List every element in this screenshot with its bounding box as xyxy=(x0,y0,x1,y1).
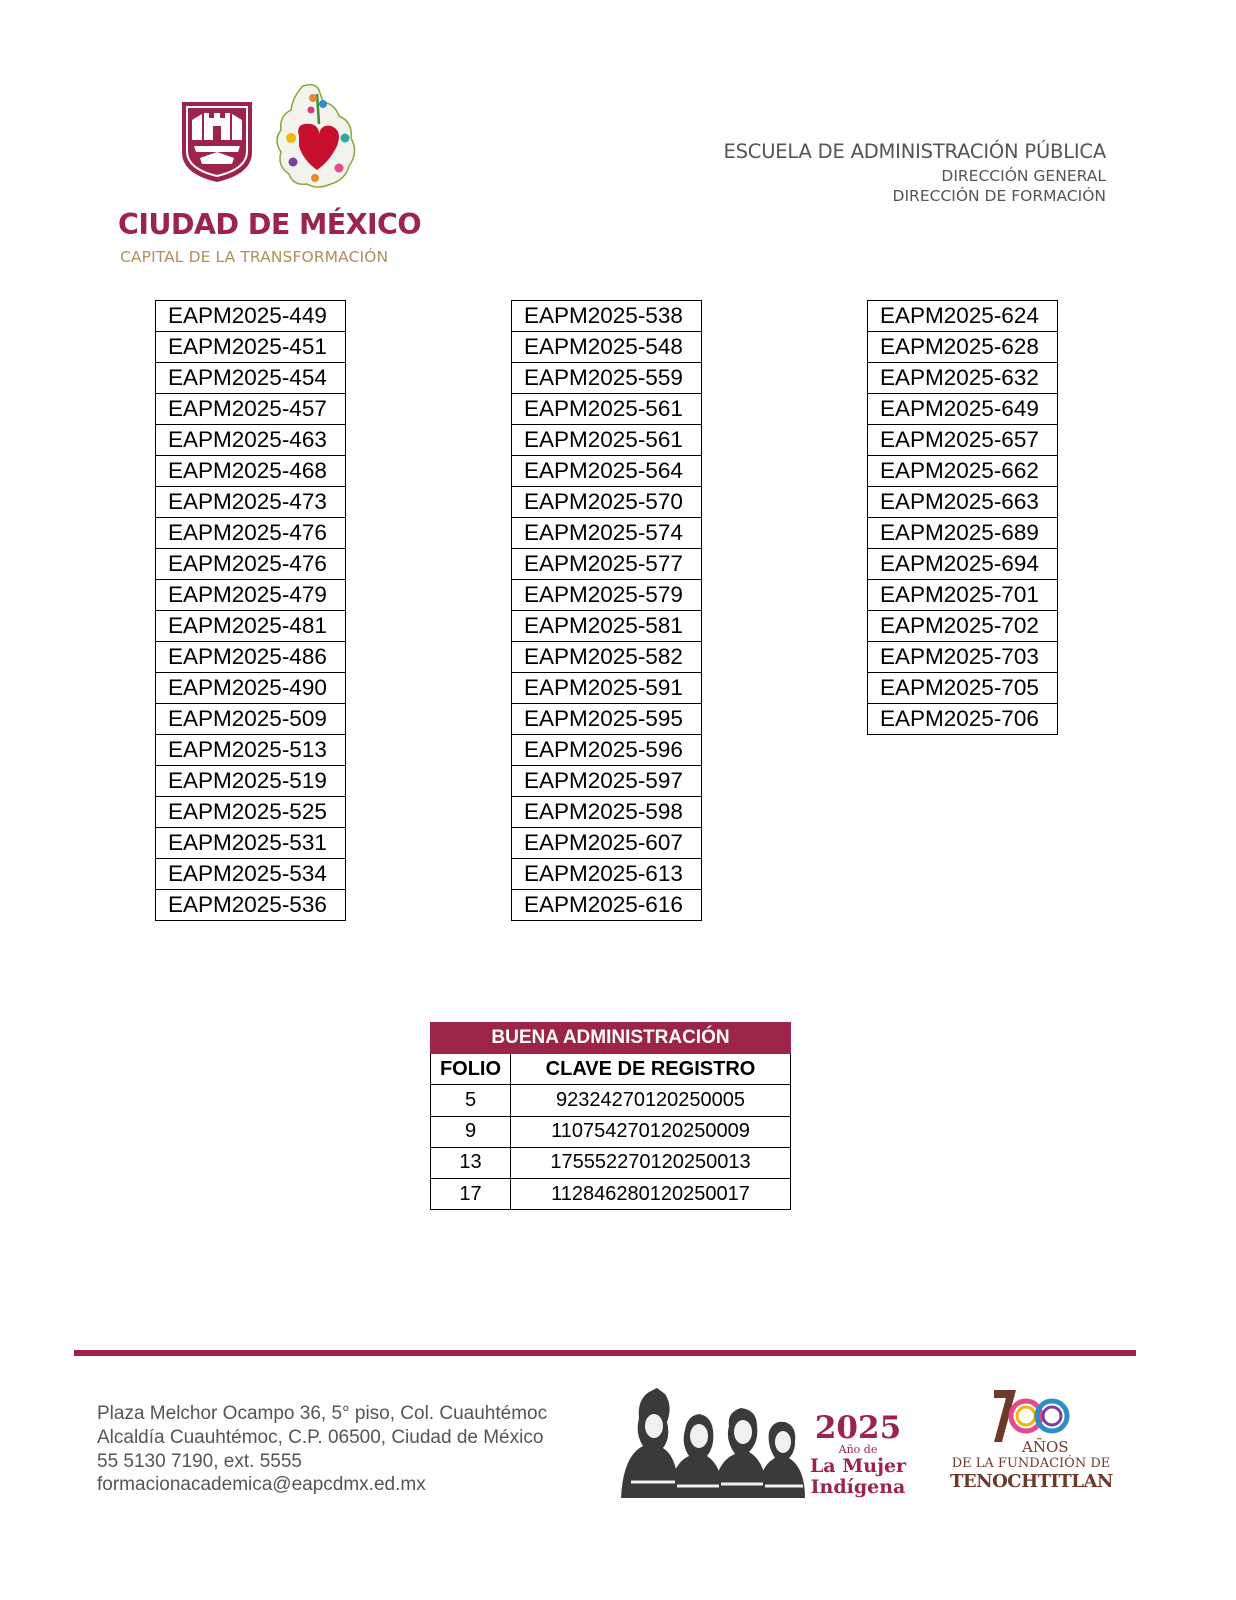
table-row xyxy=(868,704,1058,735)
address-line-1: Plaza Melchor Ocampo 36, 5° piso, Col. Cuauhtémoc xyxy=(97,1403,548,1424)
table-row xyxy=(431,1116,791,1147)
registration-code-cell: EAPM2025-703 xyxy=(868,642,1058,673)
table-row xyxy=(156,735,346,766)
codes-column-2 xyxy=(511,300,702,921)
registration-code-cell: EAPM2025-598 xyxy=(512,797,702,828)
folio-cell: 9 xyxy=(431,1116,511,1147)
table-row xyxy=(512,487,702,518)
table-row xyxy=(868,642,1058,673)
table-row xyxy=(156,704,346,735)
table-row xyxy=(156,642,346,673)
table-row xyxy=(512,890,702,921)
table-row xyxy=(868,518,1058,549)
registration-code-cell: EAPM2025-595 xyxy=(512,704,702,735)
registration-code-cell: EAPM2025-490 xyxy=(156,673,346,704)
table-row xyxy=(512,456,702,487)
table-row xyxy=(868,673,1058,704)
table-row xyxy=(156,797,346,828)
table-row xyxy=(512,580,702,611)
folio-cell: 13 xyxy=(431,1147,511,1178)
table-row xyxy=(512,828,702,859)
registration-code-cell: EAPM2025-457 xyxy=(156,394,346,425)
folio-cell: 17 xyxy=(431,1178,511,1209)
table-row xyxy=(156,301,346,332)
table-row xyxy=(868,611,1058,642)
table-row xyxy=(156,859,346,890)
table-row xyxy=(868,580,1058,611)
badge-line-3: Indígena xyxy=(810,1476,906,1498)
registration-code-cell: EAPM2025-649 xyxy=(868,394,1058,425)
anniversary-700-icon xyxy=(990,1386,1070,1444)
mujer-indigena-badge xyxy=(808,1412,908,1498)
table-row xyxy=(868,456,1058,487)
table-row xyxy=(868,394,1058,425)
registration-code-cell: EAPM2025-706 xyxy=(868,704,1058,735)
registration-code-cell: EAPM2025-468 xyxy=(156,456,346,487)
cdmx-map-heart-icon xyxy=(273,80,363,192)
registration-code-cell: EAPM2025-486 xyxy=(156,642,346,673)
clave-cell: 92324270120250005 xyxy=(511,1085,791,1116)
table-row xyxy=(156,673,346,704)
table-row xyxy=(512,332,702,363)
registration-code-cell: EAPM2025-538 xyxy=(512,301,702,332)
registration-code-cell: EAPM2025-519 xyxy=(156,766,346,797)
codes-column-3 xyxy=(867,300,1058,735)
table-row xyxy=(512,735,702,766)
registration-code-cell: EAPM2025-657 xyxy=(868,425,1058,456)
table-row xyxy=(868,425,1058,456)
table-row xyxy=(512,611,702,642)
registration-code-cell: EAPM2025-513 xyxy=(156,735,346,766)
registration-code-cell: EAPM2025-476 xyxy=(156,518,346,549)
clave-cell: 110754270120250009 xyxy=(511,1116,791,1147)
registration-code-cell: EAPM2025-536 xyxy=(156,890,346,921)
city-slogan: CAPITAL DE LA TRANSFORMACIÓN xyxy=(120,248,389,266)
table-row xyxy=(868,487,1058,518)
table-row xyxy=(512,301,702,332)
registration-code-cell: EAPM2025-581 xyxy=(512,611,702,642)
registration-code-cell: EAPM2025-561 xyxy=(512,394,702,425)
city-name: CIUDAD DE MÉXICO xyxy=(118,208,421,241)
anniversary-line-1: DE LA FUNDACIÓN DE xyxy=(951,1456,1111,1471)
registration-code-cell: EAPM2025-701 xyxy=(868,580,1058,611)
indigenous-women-illustration-icon xyxy=(617,1386,807,1498)
table-row xyxy=(156,332,346,363)
badge-line-1: Año de xyxy=(838,1443,878,1456)
registration-code-cell: EAPM2025-689 xyxy=(868,518,1058,549)
coat-of-arms-icon xyxy=(180,100,254,184)
registration-code-cell: EAPM2025-616 xyxy=(512,890,702,921)
table-row xyxy=(512,642,702,673)
registration-code-cell: EAPM2025-548 xyxy=(512,332,702,363)
table-row xyxy=(156,487,346,518)
anniversary-line-2: TENOCHTITLAN xyxy=(950,1471,1113,1492)
column-header-folio: FOLIO xyxy=(431,1054,511,1085)
registration-code-cell: EAPM2025-454 xyxy=(156,363,346,394)
table-row xyxy=(868,332,1058,363)
registration-code-cell: EAPM2025-531 xyxy=(156,828,346,859)
address-line-2: Alcaldía Cuauhtémoc, C.P. 06500, Ciudad de México xyxy=(97,1426,544,1448)
registration-code-cell: EAPM2025-579 xyxy=(512,580,702,611)
badge-line-2: La Mujer xyxy=(809,1455,907,1477)
table-row xyxy=(868,363,1058,394)
table-row xyxy=(512,704,702,735)
table-row xyxy=(156,766,346,797)
clave-cell: 175552270120250013 xyxy=(511,1147,791,1178)
table-row xyxy=(512,394,702,425)
table-row xyxy=(512,363,702,394)
footer-divider xyxy=(74,1350,1136,1356)
folio-cell: 5 xyxy=(431,1085,511,1116)
table-title: BUENA ADMINISTRACIÓN xyxy=(431,1023,791,1054)
column-header-clave: CLAVE DE REGISTRO xyxy=(511,1054,791,1085)
table-row xyxy=(868,549,1058,580)
registration-code-cell: EAPM2025-564 xyxy=(512,456,702,487)
table-row xyxy=(512,518,702,549)
registration-code-cell: EAPM2025-449 xyxy=(156,301,346,332)
table-row xyxy=(156,456,346,487)
registration-code-cell: EAPM2025-570 xyxy=(512,487,702,518)
registration-code-cell: EAPM2025-574 xyxy=(512,518,702,549)
table-row xyxy=(156,890,346,921)
registration-code-cell: EAPM2025-591 xyxy=(512,673,702,704)
registration-code-cell: EAPM2025-534 xyxy=(156,859,346,890)
registration-code-cell: EAPM2025-694 xyxy=(868,549,1058,580)
phone-text: 55 5130 7190, ext. 5555 xyxy=(97,1450,302,1472)
cdmx-logo xyxy=(118,80,428,280)
registration-code-cell: EAPM2025-702 xyxy=(868,611,1058,642)
table-row xyxy=(512,766,702,797)
table-row xyxy=(512,425,702,456)
anniversary-anos: AÑOS xyxy=(1022,1438,1069,1456)
registration-code-cell: EAPM2025-607 xyxy=(512,828,702,859)
registration-code-cell: EAPM2025-624 xyxy=(868,301,1058,332)
table-row xyxy=(156,363,346,394)
registration-code-cell: EAPM2025-596 xyxy=(512,735,702,766)
registration-code-cell: EAPM2025-561 xyxy=(512,425,702,456)
buena-administracion-table xyxy=(430,1022,791,1210)
table-row xyxy=(512,549,702,580)
table-row xyxy=(868,301,1058,332)
tenochtitlan-anniversary-logo xyxy=(950,1384,1112,1496)
registration-code-cell: EAPM2025-473 xyxy=(156,487,346,518)
table-row xyxy=(156,425,346,456)
codes-column-1 xyxy=(155,300,346,921)
institution-name: ESCUELA DE ADMINISTRACIÓN PÚBLICA xyxy=(723,140,1106,163)
registration-code-cell: EAPM2025-481 xyxy=(156,611,346,642)
table-row xyxy=(156,518,346,549)
registration-code-cell: EAPM2025-597 xyxy=(512,766,702,797)
registration-code-cell: EAPM2025-479 xyxy=(156,580,346,611)
table-row xyxy=(512,797,702,828)
table-row xyxy=(512,673,702,704)
table-row xyxy=(431,1178,791,1209)
registration-code-cell: EAPM2025-525 xyxy=(156,797,346,828)
email-link[interactable]: formacionacademica@eapcdmx.ed.mx xyxy=(97,1474,426,1496)
registration-code-cell: EAPM2025-476 xyxy=(156,549,346,580)
registration-code-cell: EAPM2025-632 xyxy=(868,363,1058,394)
table-row xyxy=(156,394,346,425)
registration-code-cell: EAPM2025-663 xyxy=(868,487,1058,518)
table-row xyxy=(156,828,346,859)
registration-code-cell: EAPM2025-705 xyxy=(868,673,1058,704)
registration-code-cell: EAPM2025-509 xyxy=(156,704,346,735)
registration-code-cell: EAPM2025-451 xyxy=(156,332,346,363)
direction-general: DIRECCIÓN GENERAL xyxy=(941,167,1106,185)
table-row xyxy=(512,859,702,890)
registration-code-cell: EAPM2025-628 xyxy=(868,332,1058,363)
registration-code-cell: EAPM2025-577 xyxy=(512,549,702,580)
registration-code-cell: EAPM2025-582 xyxy=(512,642,702,673)
table-row xyxy=(156,611,346,642)
clave-cell: 112846280120250017 xyxy=(511,1178,791,1209)
table-row xyxy=(431,1147,791,1178)
badge-year: 2025 xyxy=(814,1410,902,1446)
table-row xyxy=(431,1085,791,1116)
institution-block xyxy=(724,140,1107,205)
footer-address xyxy=(97,1402,547,1497)
table-row xyxy=(156,580,346,611)
registration-code-cell: EAPM2025-463 xyxy=(156,425,346,456)
registration-code-cell: EAPM2025-613 xyxy=(512,859,702,890)
table-row xyxy=(156,549,346,580)
registration-code-cell: EAPM2025-662 xyxy=(868,456,1058,487)
direction-formation: DIRECCIÓN DE FORMACIÓN xyxy=(892,187,1106,205)
registration-code-cell: EAPM2025-559 xyxy=(512,363,702,394)
